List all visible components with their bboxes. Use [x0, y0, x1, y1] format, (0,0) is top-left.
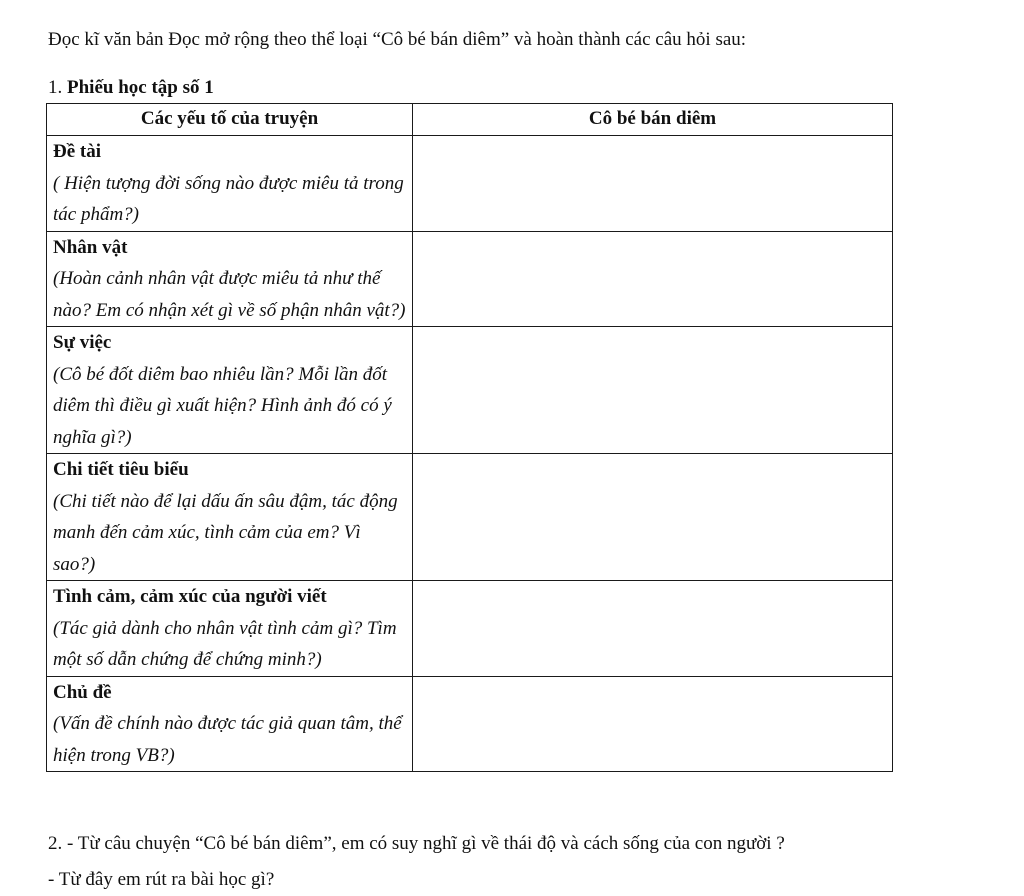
answer-cell[interactable]: [413, 581, 893, 677]
element-cell: [47, 581, 413, 677]
question-2: 2. - Từ câu chuyện “Cô bé bán diêm”, em có suy nghĩ gì về thái độ và cách sống của con người ?: [48, 833, 785, 854]
table-row: [47, 454, 893, 581]
worksheet-title: Phiếu học tập số 1: [67, 77, 214, 98]
element-title: Chi tiết tiêu biểu: [53, 459, 189, 480]
column-header-elements: Các yếu tố của truyện: [47, 104, 413, 136]
answer-cell[interactable]: [413, 327, 893, 454]
element-cell: [47, 454, 413, 581]
table-header-row: [47, 104, 893, 136]
element-cell: [47, 676, 413, 772]
question-2-followup: - Từ đây em rút ra bài học gì?: [48, 869, 275, 890]
answer-cell[interactable]: [413, 454, 893, 581]
element-hint: (Tác giả dành cho nhân vật tình cảm gì? Tìm một số dẫn chứng để chứng minh?): [53, 617, 397, 670]
element-hint: (Hoàn cảnh nhân vật được miêu tả như thế nào? Em có nhận xét gì về số phận nhân vật?): [53, 268, 406, 321]
element-hint: ( Hiện tượng đời sống nào được miêu tả trong tác phẩm?): [53, 172, 404, 225]
answer-cell[interactable]: [413, 231, 893, 327]
worksheet-number: 1.: [48, 77, 63, 98]
element-title: Đề tài: [53, 141, 102, 162]
element-title: Chủ đề: [53, 681, 112, 703]
table-row: [47, 581, 893, 677]
element-title: Sự việc: [53, 332, 112, 353]
element-title: Tình cảm, cảm xúc của người viết: [53, 586, 327, 607]
table-row: [47, 136, 893, 232]
worksheet-heading: [48, 76, 214, 100]
element-title: Nhân vật: [53, 236, 128, 258]
column-header-story: Cô bé bán diêm: [413, 104, 893, 136]
element-cell: [47, 327, 413, 454]
worksheet-table: [46, 103, 893, 772]
answer-cell[interactable]: [413, 136, 893, 232]
answer-cell[interactable]: [413, 676, 893, 772]
element-hint: (Chi tiết nào để lại dấu ấn sâu đậm, tác động manh đến cảm xúc, tình cảm của em? Vì sao?): [53, 490, 398, 575]
element-hint: (Vấn đề chính nào được tác giả quan tâm, thể hiện trong VB?): [53, 713, 402, 766]
element-cell: [47, 231, 413, 327]
table-row: [47, 231, 893, 327]
table-row: [47, 327, 893, 454]
table-row: [47, 676, 893, 772]
element-hint: (Cô bé đốt diêm bao nhiêu lần? Mỗi lần đốt diêm thì điều gì xuất hiện? Hình ảnh đó có ý nghĩa gì?): [53, 363, 392, 448]
element-cell: [47, 136, 413, 232]
instruction-text: Đọc kĩ văn bản Đọc mở rộng theo thể loại “Cô bé bán diêm” và hoàn thành các câu hỏi sau:: [48, 29, 747, 50]
